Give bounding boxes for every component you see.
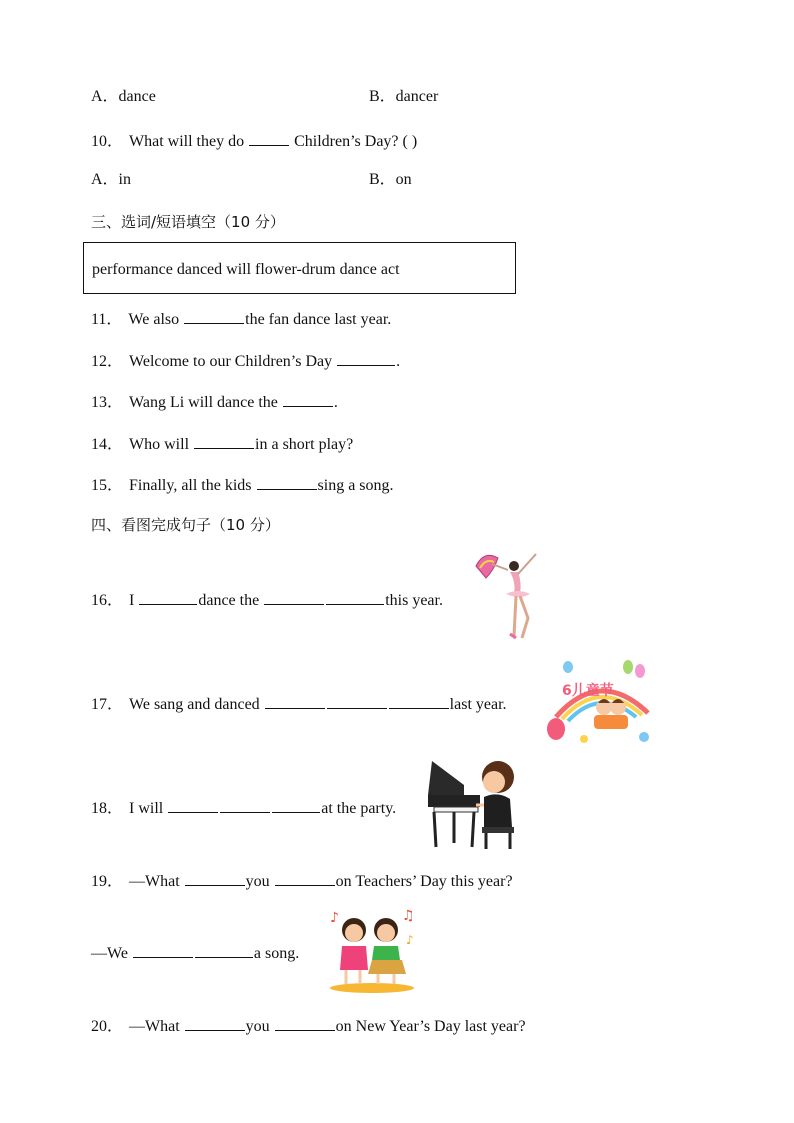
q9-option-b: B．dancer — [369, 88, 439, 105]
question-text: on New Year’s Day last year? — [335, 1018, 526, 1035]
section-4-title: 四、看图完成句子（10 分） — [91, 516, 280, 534]
question-text: We also — [128, 311, 184, 328]
question-text: last year. — [449, 696, 507, 713]
answer-blank[interactable] — [272, 796, 320, 813]
question-12 — [91, 349, 400, 372]
answer-blank[interactable] — [249, 129, 289, 146]
question-text: sing a song. — [317, 477, 394, 494]
kids-singing-icon — [326, 908, 418, 994]
question-text: you — [245, 1018, 274, 1035]
answer-blank[interactable] — [327, 692, 387, 709]
question-text: I — [129, 592, 139, 609]
question-15 — [91, 473, 394, 496]
answer-blank[interactable] — [257, 473, 317, 490]
question-16 — [91, 588, 443, 611]
question-19-answer — [91, 941, 299, 964]
question-13 — [91, 390, 338, 413]
question-text: dance the — [198, 592, 264, 609]
word-bank-box — [83, 242, 516, 294]
q9-option-a: A．dance — [91, 88, 156, 105]
question-text: —What — [129, 873, 184, 890]
question-text: Welcome to our Children’s Day — [129, 353, 337, 370]
svg-text:♪: ♪ — [330, 910, 339, 926]
answer-blank[interactable] — [133, 941, 193, 958]
answer-blank[interactable] — [265, 692, 325, 709]
q10-option-b: B．on — [369, 171, 412, 188]
question-number: 20． — [91, 1018, 124, 1035]
question-number: 13． — [91, 394, 124, 411]
question-text: . — [396, 353, 401, 370]
question-number: 10． — [91, 133, 124, 150]
answer-blank[interactable] — [168, 796, 218, 813]
question-14 — [91, 432, 353, 455]
question-20 — [91, 1014, 526, 1037]
question-text: you — [245, 873, 274, 890]
answer-blank[interactable] — [220, 796, 270, 813]
question-text: at the party. — [321, 800, 397, 817]
question-text: . — [333, 394, 338, 411]
question-17 — [91, 692, 507, 715]
question-text: Children’s Day? ( ) — [290, 133, 418, 150]
answer-blank[interactable] — [185, 1014, 245, 1031]
q10-option-a: A．in — [91, 171, 132, 188]
question-text: We sang and danced — [129, 696, 264, 713]
question-number: 15． — [91, 477, 124, 494]
answer-blank[interactable] — [275, 869, 335, 886]
question-text: a song. — [253, 945, 300, 962]
question-text: Finally, all the kids — [129, 477, 256, 494]
answer-blank[interactable] — [389, 692, 449, 709]
section-3-title: 三、选词/短语填空（10 分） — [91, 213, 285, 231]
question-number: 17． — [91, 696, 124, 713]
question-number: 14． — [91, 436, 124, 453]
question-11 — [91, 307, 391, 330]
question-text: on Teachers’ Day this year? — [335, 873, 513, 890]
question-text: Who will — [129, 436, 194, 453]
question-number: 19． — [91, 873, 124, 890]
question-text: in a short play? — [255, 436, 354, 453]
answer-blank[interactable] — [275, 1014, 335, 1031]
answer-blank[interactable] — [185, 869, 245, 886]
svg-text:♫: ♫ — [402, 908, 415, 924]
dancer-with-fan-icon — [470, 548, 550, 643]
question-number: 18． — [91, 800, 124, 817]
answer-blank[interactable] — [283, 390, 333, 407]
question-10 — [91, 129, 417, 152]
answer-blank[interactable] — [139, 588, 197, 605]
question-18 — [91, 796, 396, 819]
question-text: this year. — [385, 592, 443, 609]
question-text: I will — [129, 800, 168, 817]
question-number: 12． — [91, 353, 124, 370]
svg-text:♪: ♪ — [406, 933, 414, 947]
boy-playing-piano-icon — [424, 755, 524, 853]
question-text: —What — [129, 1018, 184, 1035]
answer-blank[interactable] — [194, 432, 254, 449]
childrens-day-badge-text: 6儿童节 — [562, 683, 614, 699]
question-text: —We — [91, 945, 132, 962]
answer-blank[interactable] — [264, 588, 324, 605]
answer-blank[interactable] — [337, 349, 395, 366]
question-text: What will they do — [129, 133, 249, 150]
answer-blank[interactable] — [195, 941, 253, 958]
question-text: Wang Li will dance the — [129, 394, 282, 411]
question-text: the fan dance last year. — [245, 311, 392, 328]
question-number: 11． — [91, 311, 123, 328]
answer-blank[interactable] — [326, 588, 384, 605]
question-number: 16． — [91, 592, 124, 609]
answer-blank[interactable] — [184, 307, 244, 324]
childrens-day-balloons-icon — [544, 657, 656, 747]
question-19 — [91, 869, 513, 892]
word-bank: performance danced will flower-drum dance act — [92, 261, 400, 278]
